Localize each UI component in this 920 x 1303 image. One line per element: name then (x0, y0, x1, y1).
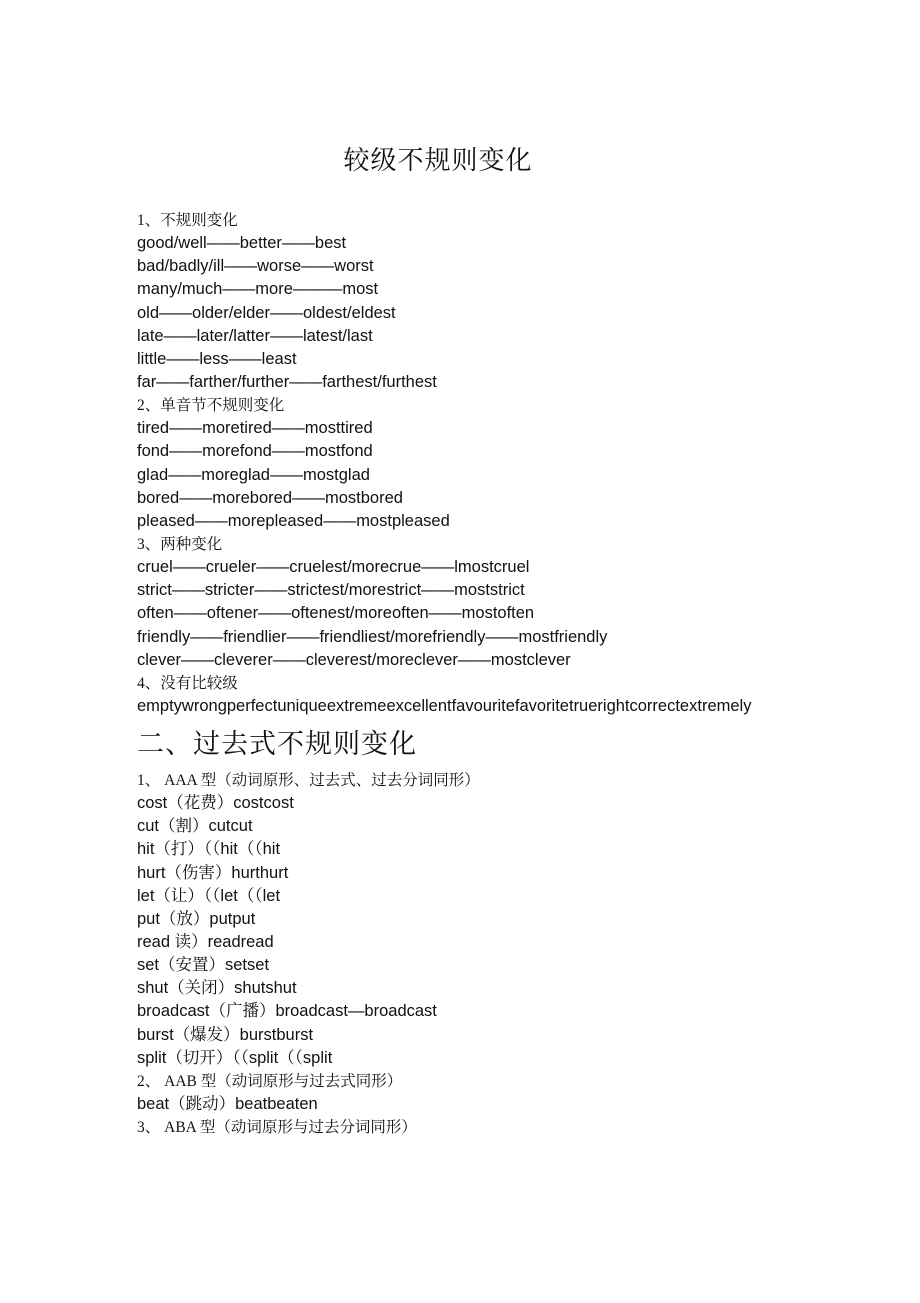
text-line: burst（爆发）burstburst (137, 1025, 314, 1044)
text-line: put（放）putput (137, 909, 256, 928)
text-line: bored——morebored——mostbored (137, 488, 403, 507)
text-line: strict——stricter——strictest/morestrict——moststrict (137, 581, 525, 600)
text-line: good/well——better——best (137, 234, 347, 253)
text-line: far——farther/further——farthest/furthest (137, 372, 437, 391)
text-line: old——older/elder——oldest/eldest (137, 303, 396, 322)
text-line: glad——moreglad——mostglad (137, 465, 370, 484)
text-line: cruel——crueler——cruelest/morecrue——lmostcruel (137, 558, 530, 577)
page-title: 较级不规则变化 (343, 146, 533, 176)
text-line: broadcast（广播）broadcast—broadcast (137, 1002, 437, 1021)
subsection-heading: 1、 AAA 型（动词原形、过去式、过去分词同形） (137, 772, 480, 789)
text-line: many/much——more———most (137, 280, 379, 299)
subsection-heading: 3、两种变化 (137, 535, 223, 553)
text-line: read 读）readread (137, 932, 274, 951)
text-line: shut（关闭）shutshut (137, 979, 297, 998)
text-line: late——later/latter——latest/last (137, 326, 373, 345)
subsection-heading: 3、 ABA 型（动词原形与过去分词同形） (137, 1119, 417, 1137)
text-line: split（切开）（（split（（split (137, 1048, 333, 1067)
text-line: clever——cleverer——cleverest/moreclever——mostclever (137, 650, 571, 669)
text-line: fond——morefond——mostfond (137, 442, 373, 461)
text-line: friendly——friendlier——friendliest/morefriendly——mostfriendly (137, 627, 608, 646)
text-line: set（安置）setset (137, 956, 270, 975)
text-line: hurt（伤害）hurthurt (137, 863, 289, 882)
text-line: pleased——morepleased——mostpleased (137, 511, 450, 530)
text-line: emptywrongperfectuniqueextremeexcellentfavouritefavoritetruerightcorrectextremely (137, 696, 752, 715)
text-line: let（让）（（let（（let (137, 886, 281, 905)
text-line: hit（打）（（hit（（hit (137, 840, 281, 859)
section-comparative-irregular (137, 209, 751, 718)
text-line: bad/badly/ill——worse——worst (137, 257, 374, 276)
section-past-tense-irregular (137, 769, 480, 1139)
text-line: often——oftener——oftenest/moreoften——mostoften (137, 604, 535, 623)
text-line: tired——moretired——mosttired (137, 419, 373, 438)
section-heading-past-tense: 二、过去式不规则变化 (137, 729, 417, 760)
subsection-heading: 2、单音节不规则变化 (137, 397, 285, 415)
subsection-heading: 2、 AAB 型（动词原形与过去式同形） (137, 1072, 403, 1090)
text-line: little——less——least (137, 349, 297, 368)
subsection-heading: 4、没有比较级 (137, 674, 238, 692)
subsection-heading: 1、不规则变化 (137, 212, 238, 229)
text-line: cut（割）cutcut (137, 817, 253, 836)
text-line: beat（跳动）beatbeaten (137, 1094, 318, 1113)
text-line: cost（花费）costcost (137, 794, 294, 813)
